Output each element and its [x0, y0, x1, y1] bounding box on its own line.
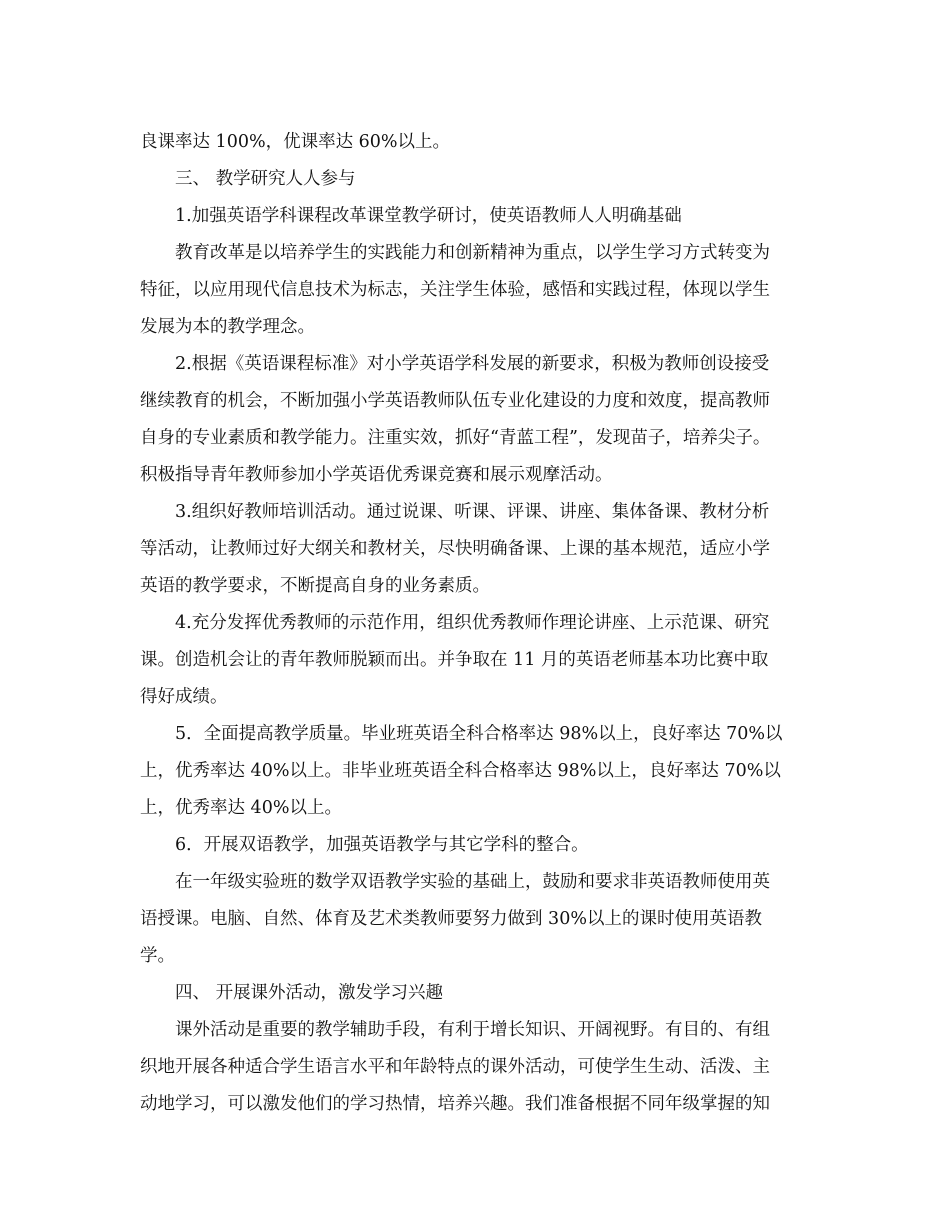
- text-line: 4.充分发挥优秀教师的示范作用，组织优秀教师作理论讲座、上示范课、研究: [175, 613, 770, 633]
- text-line: 1.加强英语学科课程改革课堂教学研讨，使英语教师人人明确基础: [175, 206, 682, 226]
- text-line: 织地开展各种适合学生语言水平和年龄特点的课外活动，可使学生生动、活泼、主: [140, 1057, 770, 1077]
- text-line: 教育改革是以培养学生的实践能力和创新精神为重点，以学生学习方式转变为: [175, 243, 770, 263]
- text-line: 等活动，让教师过好大纲关和教材关，尽快明确备课、上课的基本规范，适应小学: [140, 539, 770, 559]
- text-line: 2.根据《英语课程标准》对小学英语学科发展的新要求，积极为教师创设接受: [175, 354, 770, 374]
- text-line: 英语的教学要求，不断提高自身的业务素质。: [140, 576, 490, 596]
- text-line: 发展为本的教学理念。: [140, 317, 315, 337]
- text-line: 5．全面提高教学质量。毕业班英语全科合格率达 98%以上，良好率达 70%以: [175, 724, 783, 744]
- text-line: 良课率达 100%，优课率达 60%以上。: [140, 132, 451, 152]
- section-heading-3: 三、 教学研究人人参与: [175, 169, 356, 189]
- text-line: 6．开展双语教学，加强英语教学与其它学科的整合。: [175, 835, 589, 855]
- text-line: 语授课。电脑、自然、体育及艺术类教师要努力做到 30%以上的课时使用英语教: [140, 909, 762, 929]
- text-line: 特征，以应用现代信息技术为标志，关注学生体验，感悟和实践过程，体现以学生: [140, 280, 770, 300]
- document-body: [140, 124, 820, 1123]
- text-line: 动地学习，可以激发他们的学习热情，培养兴趣。我们准备根据不同年级掌握的知: [140, 1094, 770, 1114]
- text-line: 积极指导青年教师参加小学英语优秀课竞赛和展示观摩活动。: [140, 465, 613, 485]
- text-line: 课外活动是重要的教学辅助手段，有利于增长知识、开阔视野。有目的、有组: [175, 1020, 770, 1040]
- text-line: 学。: [140, 946, 175, 966]
- section-heading-4: 四、 开展课外活动，激发学习兴趣: [175, 983, 444, 1003]
- text-line: 上，优秀率达 40%以上。非毕业班英语全科合格率达 98%以上，良好率达 70%以: [140, 761, 781, 781]
- text-line: 得好成绩。: [140, 687, 228, 707]
- text-line: 在一年级实验班的数学双语教学实验的基础上，鼓励和要求非英语教师使用英: [175, 872, 770, 892]
- text-line: 继续教育的机会，不断加强小学英语教师队伍专业化建设的力度和效度，提高教师: [140, 391, 770, 411]
- text-line: 上，优秀率达 40%以上。: [140, 798, 342, 818]
- text-line: 课。创造机会让的青年教师脱颖而出。并争取在 11 月的英语老师基本功比赛中取: [140, 650, 769, 670]
- text-line: 自身的专业素质和教学能力。注重实效，抓好“青蓝工程”，发现苗子，培养尖子。: [140, 428, 771, 448]
- text-line: 3.组织好教师培训活动。通过说课、听课、评课、讲座、集体备课、教材分析: [175, 502, 770, 522]
